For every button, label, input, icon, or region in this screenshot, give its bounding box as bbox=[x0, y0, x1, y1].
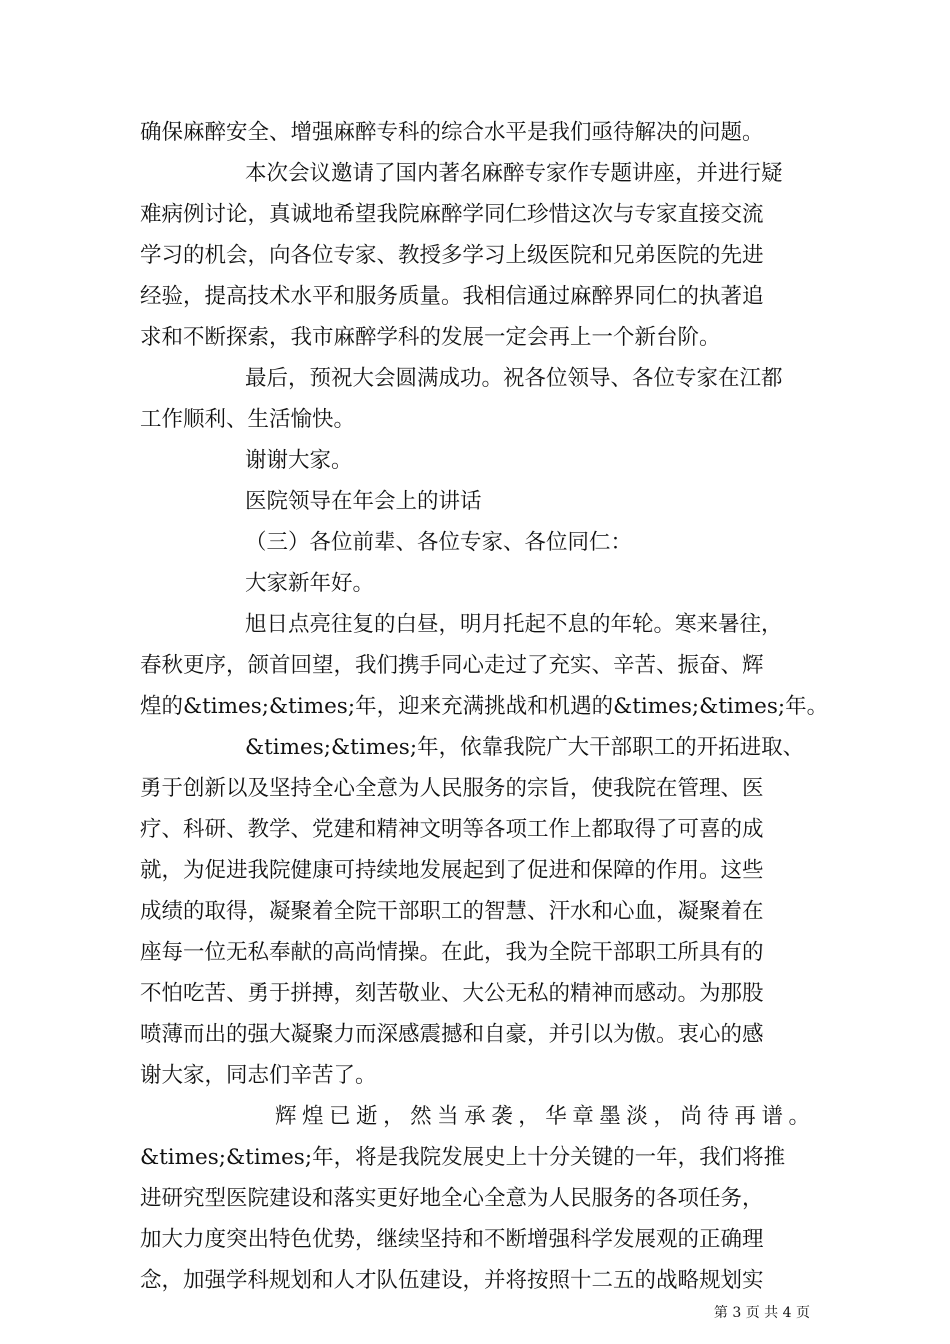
text-line-22: 不怕吃苦、勇于拼搏，刻苦敬业、大公无私的精神而感动。为那股 bbox=[140, 981, 764, 1006]
text-line-24: 谢大家，同志们辛苦了。 bbox=[140, 1063, 377, 1088]
text-line-8: 工作顺利、生活愉快。 bbox=[140, 407, 356, 432]
text-line-13: 旭日点亮往复的白昼，明月托起不息的年轮。寒来暑往， bbox=[245, 612, 783, 637]
text-line-28: 加大力度突出特色优势，继续坚持和不断增强科学发展观的正确理 bbox=[140, 1227, 764, 1252]
speech-title: 医院领导在年会上的讲话 bbox=[245, 489, 482, 514]
text-line-12: 大家新年好。 bbox=[245, 571, 375, 596]
text-line-9: 谢谢大家。 bbox=[245, 448, 353, 473]
page-number: 第 3 页 共 4 页 bbox=[713, 1305, 810, 1321]
text-line-21: 座每一位无私奉献的高尚情操。在此，我为全院干部职工所具有的 bbox=[140, 940, 764, 965]
text-line-25: 辉煌已逝，然当承袭，华章墨淡，尚待再谱。 bbox=[275, 1104, 810, 1129]
text-line-26: &times;&times;年，将是我院发展史上十分关键的一年，我们将推 bbox=[140, 1145, 786, 1170]
text-line-23: 喷薄而出的强大凝聚力而深感震撼和自豪，并引以为傲。衷心的感 bbox=[140, 1022, 764, 1047]
text-line-6: 求和不断探索，我市麻醉学科的发展一定会再上一个新台阶。 bbox=[140, 325, 721, 350]
text-line-29: 念，加强学科规划和人才队伍建设，并将按照十二五的战略规划实 bbox=[140, 1268, 764, 1293]
text-line-14: 春秋更序，颌首回望，我们携手同心走过了充实、辛苦、振奋、辉 bbox=[140, 653, 764, 678]
text-line-5: 经验，提高技术水平和服务质量。我相信通过麻醉界同仁的执著追 bbox=[140, 284, 764, 309]
text-line-7: 最后，预祝大会圆满成功。祝各位领导、各位专家在江都 bbox=[245, 366, 783, 391]
text-line-15: 煌的&times;&times;年，迎来充满挑战和机遇的&times;&times;年。 bbox=[140, 694, 829, 719]
text-line-4: 学习的机会，向各位专家、教授多学习上级医院和兄弟医院的先进 bbox=[140, 243, 764, 268]
text-line-2: 本次会议邀请了国内著名麻醉专家作专题讲座，并进行疑 bbox=[245, 161, 783, 186]
text-line-17: 勇于创新以及坚持全心全意为人民服务的宗旨，使我院在管理、医 bbox=[140, 776, 764, 801]
text-line-16: &times;&times;年，依靠我院广大干部职工的开拓进取、 bbox=[245, 735, 805, 760]
text-line-18: 疗、科研、教学、党建和精神文明等各项工作上都取得了可喜的成 bbox=[140, 817, 764, 842]
text-line-27: 进研究型医院建设和落实更好地全心全意为人民服务的各项任务， bbox=[140, 1186, 764, 1211]
text-line-20: 成绩的取得，凝聚着全院干部职工的智慧、汗水和心血，凝聚着在 bbox=[140, 899, 764, 924]
text-line-3: 难病例讨论，真诚地希望我院麻醉学同仁珍惜这次与专家直接交流 bbox=[140, 202, 764, 227]
text-line-11: （三）各位前辈、各位专家、各位同仁： bbox=[245, 530, 633, 555]
text-line-1: 确保麻醉安全、增强麻醉专科的综合水平是我们亟待解决的问题。 bbox=[140, 120, 764, 145]
text-line-19: 就，为促进我院健康可持续地发展起到了促进和保障的作用。这些 bbox=[140, 858, 764, 883]
